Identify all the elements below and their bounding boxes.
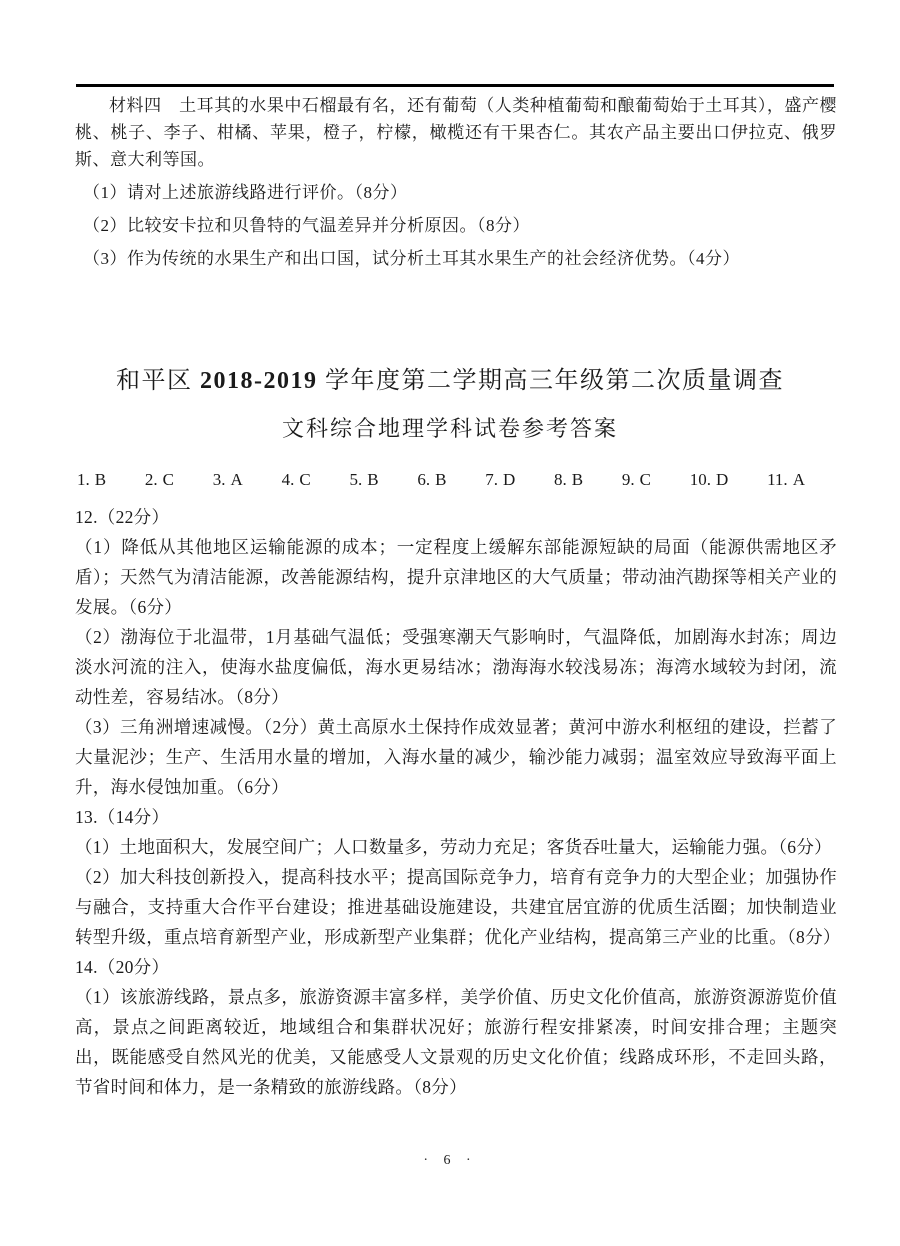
- material-section: [75, 92, 837, 272]
- exam-title-suffix: 学年度第二学期高三年级第二次质量调查: [325, 368, 784, 394]
- answer-key-subtitle: 文科综合地理学科试卷参考答案: [281, 416, 618, 441]
- choice-answers-row: [77, 468, 805, 492]
- section-12-answer-3: （3）三角洲增速减慢。（2分）黄土高原水土保持作成效显著；黄河中游水利枢纽的建设，拦蓄了大量泥沙；生产、生活用水量的增加，入海水量的减少，输沙能力减弱；温室效应导致海平面上升，海水侵蚀加重。（6分）: [75, 717, 837, 797]
- exam-title-year: 2018-2019: [200, 368, 318, 394]
- section-12-heading: 12.（22分）: [75, 507, 170, 527]
- choice-answer-item: 2. C: [144, 470, 174, 489]
- choice-answer-item: 1. B: [77, 470, 107, 489]
- choice-answer-item: 3. A: [212, 470, 243, 489]
- choice-answer-item: 6. B: [417, 470, 447, 489]
- choice-answer-item: 7. D: [485, 470, 516, 489]
- exam-title: [0, 360, 900, 395]
- choice-answer-item: 9. C: [621, 470, 651, 489]
- answers-body: [75, 502, 841, 1102]
- section-13-answer-2: （2）加大科技创新投入，提高科技水平；提高国际竞争力，培育有竞争力的大型企业；加强协作与融合，支持重大合作平台建设；推进基础设施建设，共建宜居宜游的优质生活圈；加快制造业转型升级，重点培育新型产业，形成新型产业集群；优化产业结构，提高第三产业的比重。（8分）: [75, 867, 841, 947]
- material-paragraph: 材料四 土耳其的水果中石榴最有名，还有葡萄（人类种植葡萄和酿葡萄始于土耳其），盛产樱桃、桃子、李子、柑橘、苹果，橙子，柠檬，橄榄还有干果杏仁。其农产品主要出口伊拉克、俄罗斯、意大利等国。: [75, 96, 837, 169]
- section-divider-rule: [76, 84, 834, 87]
- choice-answer-item: 10. D: [689, 470, 729, 489]
- choice-answer-item: 8. B: [554, 470, 584, 489]
- question-item-3: （3）作为传统的水果生产和出口国，试分析土耳其水果生产的社会经济优势。（4分）: [83, 249, 740, 268]
- section-13-heading: 13.（14分）: [75, 807, 170, 827]
- question-item-2: （2）比较安卡拉和贝鲁特的气温差异并分析原因。（8分）: [83, 216, 530, 235]
- section-14-heading: 14.（20分）: [75, 957, 170, 977]
- question-item-1: （1）请对上述旅游线路进行评价。（8分）: [83, 183, 408, 202]
- answer-key-header: [0, 360, 900, 443]
- choice-answer-item: 11. A: [767, 470, 805, 489]
- section-12-answer-1: （1）降低从其他地区运输能源的成本；一定程度上缓解东部能源短缺的局面（能源供需地区矛盾）；天然气为清洁能源，改善能源结构，提升京津地区的大气质量；带动油汽勘探等相关产业的发展。（6分）: [75, 537, 837, 617]
- exam-title-prefix: 和平区: [116, 368, 193, 394]
- section-14-answer-1: （1）该旅游线路，景点多，旅游资源丰富多样，美学价值、历史文化价值高，旅游资源游览价值高，景点之间距离较近，地域组合和集群状况好；旅游行程安排紧凑，时间安排合理；主题突出，既能感受自然风光的优美，又能感受人文景观的历史文化价值；线路成环形，不走回头路，节省时间和体力，是一条精致的旅游线路。（8分）: [75, 987, 837, 1097]
- choice-answer-item: 4. C: [281, 470, 311, 489]
- page-number: · 6 ·: [423, 1153, 477, 1168]
- section-12-answer-2: （2）渤海位于北温带，1月基础气温低；受强寒潮天气影响时，气温降低，加剧海水封冻；周边淡水河流的注入，使海水盐度偏低，海水更易结冰；渤海海水较浅易冻；海湾水域较为封闭，流动性差，容易结冰。（8分）: [75, 627, 837, 707]
- page-footer: [0, 1153, 900, 1169]
- choice-answer-item: 5. B: [349, 470, 379, 489]
- section-13-answer-1: （1）土地面积大，发展空间广；人口数量多，劳动力充足；客货吞吐量大，运输能力强。（6分）: [75, 837, 832, 857]
